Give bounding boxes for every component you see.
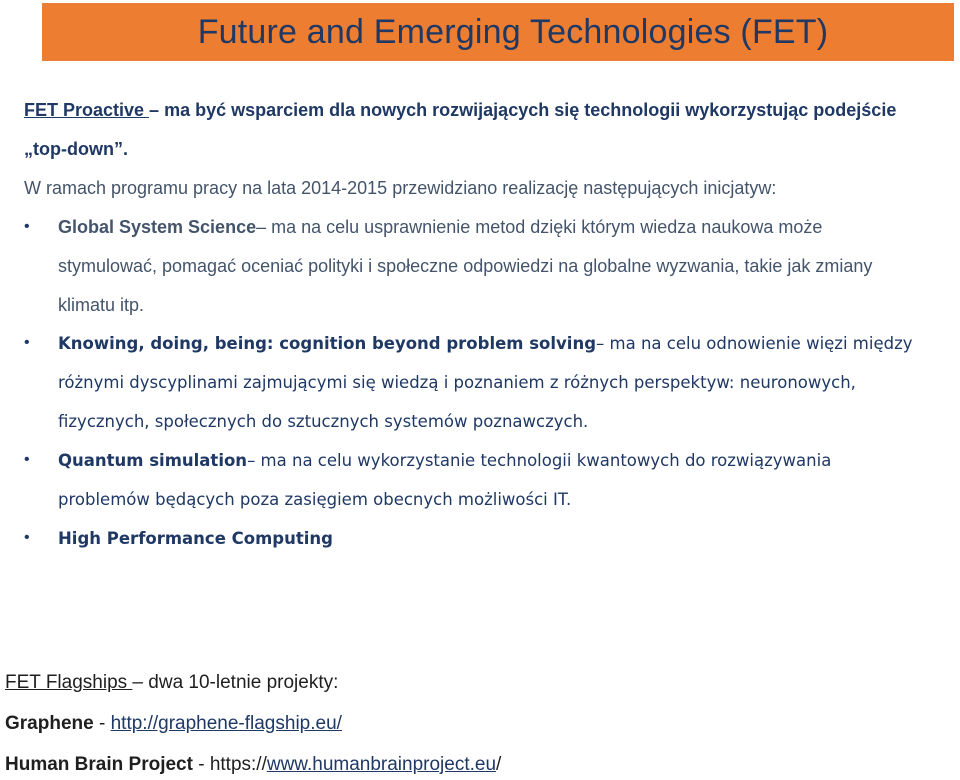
dash: – bbox=[132, 672, 143, 693]
separator: - bbox=[192, 754, 210, 775]
flagship-name: Graphene bbox=[5, 713, 94, 734]
intro-text: W ramach programu pracy na lata 2014-2015 przewidziano realizację następujących inicjatyw: bbox=[24, 178, 777, 198]
bullet-icon: • bbox=[24, 451, 30, 468]
dash: – bbox=[247, 451, 256, 470]
dash: – bbox=[596, 334, 605, 353]
dash: – bbox=[149, 100, 160, 120]
initiative-text: ma na celu wykorzystanie technologii kwantowych do rozwiązywania bbox=[255, 451, 832, 470]
initiative-quantum-simulation bbox=[58, 451, 831, 470]
initiative-global-system-science bbox=[58, 217, 822, 238]
fet-proactive-text: ma być wsparciem dla nowych rozwijających się technologii wykorzystując podejście bbox=[159, 100, 897, 120]
initiative-name: Global System Science bbox=[58, 217, 257, 237]
fet-proactive-line2: „top-down”. bbox=[24, 139, 128, 159]
initiative-text-line: klimatu itp. bbox=[58, 295, 145, 315]
initiative-text: ma na celu odnowienie więzi między bbox=[604, 334, 913, 353]
human-brain-project-link[interactable]: www.humanbrainproject.eu bbox=[266, 754, 497, 775]
flagship-name: Human Brain Project bbox=[5, 754, 193, 775]
initiative-text-line: problemów będących poza zasięgiem obecnych możliwości IT. bbox=[58, 490, 572, 509]
initiative-name: Knowing, doing, being: cognition beyond problem solving bbox=[58, 334, 597, 353]
dash: – bbox=[256, 217, 267, 237]
graphene-link[interactable]: http://graphene-flagship.eu/ bbox=[110, 713, 342, 734]
url-prefix: https:// bbox=[209, 754, 267, 775]
fet-proactive-label: FET Proactive bbox=[24, 100, 150, 120]
initiative-high-performance-computing: High Performance Computing bbox=[58, 529, 333, 548]
initiative-knowing-doing-being bbox=[58, 334, 913, 353]
flagship-human-brain-project bbox=[5, 754, 501, 776]
fet-flagships-line bbox=[5, 672, 338, 694]
flagship-graphene bbox=[5, 713, 342, 735]
initiative-text-line: fizycznych, społecznych do sztucznych systemów poznawczych. bbox=[58, 412, 589, 431]
initiative-name: Quantum simulation bbox=[58, 451, 248, 470]
initiative-text-line: stymulować, pomagać oceniać polityki i społeczne odpowiedzi na globalne wyzwania, takie jak zmiany bbox=[58, 256, 873, 276]
fet-flagships-text: dwa 10-letnie projekty: bbox=[143, 672, 339, 693]
bullet-icon: • bbox=[24, 334, 30, 351]
initiative-text: ma na celu usprawnienie metod dzięki którym wiedza naukowa może bbox=[266, 217, 823, 237]
title-banner bbox=[42, 3, 954, 61]
fet-proactive-line1 bbox=[24, 100, 896, 121]
separator: - bbox=[93, 713, 111, 734]
url-suffix: / bbox=[496, 754, 502, 775]
page-title: Future and Emerging Technologies (FET) bbox=[197, 12, 829, 51]
initiative-text-line: różnymi dyscyplinami zajmującymi się wiedzą i poznaniem z różnych perspektyw: neuronowych, bbox=[58, 373, 856, 392]
bullet-icon: • bbox=[24, 218, 30, 235]
bullet-icon: • bbox=[24, 529, 30, 546]
fet-flagships-label: FET Flagships bbox=[5, 672, 133, 693]
